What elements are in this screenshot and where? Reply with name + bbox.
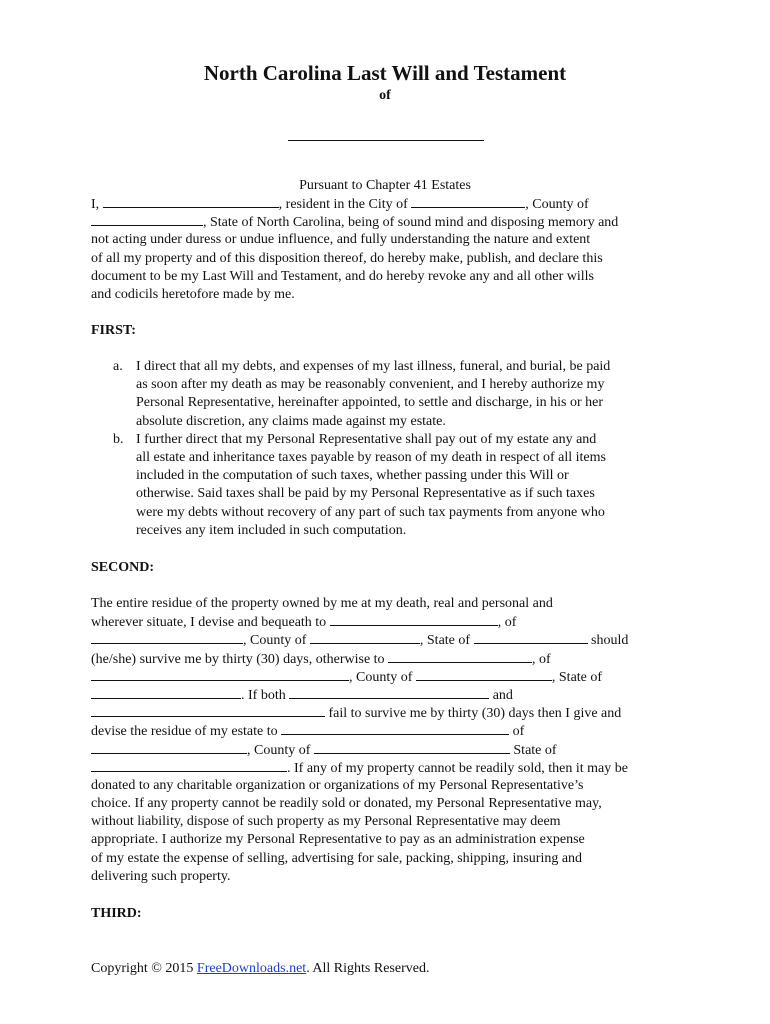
second-paragraph [91, 595, 691, 886]
second-line: delivering such property. [91, 868, 231, 884]
testator-name-blank[interactable] [288, 140, 484, 141]
section-heading-third: THIRD: [91, 906, 142, 921]
city-blank[interactable] [91, 668, 349, 681]
copyright-footer [91, 960, 429, 978]
list-item [91, 358, 691, 431]
list-marker: b. [113, 431, 124, 447]
list-item-line: receives any item included in such computation. [136, 522, 407, 538]
intro-line: document to be my Last Will and Testament, and do hereby revoke any and all other wills [91, 268, 594, 284]
list-item-line: absolute discretion, any claims made against my estate. [136, 413, 446, 429]
list-item-line: I further direct that my Personal Representative shall pay out of my estate any and [136, 431, 597, 447]
city-blank[interactable] [91, 741, 247, 754]
state-blank[interactable] [474, 631, 588, 644]
list-item-line: were my debts without recovery of any part of such tax payments from anyone who [136, 504, 605, 520]
document-of-label: of [379, 88, 391, 103]
state-blank[interactable] [91, 686, 241, 699]
list-item-line: as soon after my death as may be reasonably convenient, and I hereby authorize my [136, 377, 605, 393]
text-fragment: , of [497, 615, 517, 631]
text-fragment: , County of [349, 669, 416, 685]
text-fragment: . If both [241, 687, 290, 703]
beneficiary-blank[interactable] [289, 686, 489, 699]
text-fragment: fail to survive me by thirty (30) days then I give and [325, 706, 622, 722]
rights-text: . All Rights Reserved. [306, 961, 430, 976]
county-blank[interactable] [416, 668, 552, 681]
intro-line: of all my property and of this disposition thereof, do hereby make, publish, and declare this [91, 250, 603, 266]
beneficiary-blank[interactable] [330, 613, 498, 626]
intro-paragraph [91, 195, 691, 304]
list-item-line: included in the computation of such taxes, whether passing under this Will or [136, 468, 569, 484]
text-fragment: , State of [419, 633, 474, 649]
text-fragment: I, [91, 197, 103, 212]
second-line: The entire residue of the property owned by me at my death, real and personal and [91, 596, 553, 611]
second-line [91, 759, 691, 777]
text-fragment: should [587, 633, 629, 649]
freedownloads-link[interactable]: FreeDownloads.net [196, 961, 307, 976]
county-blank[interactable] [310, 631, 420, 644]
text-fragment: and [489, 687, 513, 703]
text-fragment: (he/she) survive me by thirty (30) days, otherwise to [91, 651, 389, 667]
section-heading-first: FIRST: [91, 323, 136, 338]
second-line [91, 613, 691, 631]
list-item-line: otherwise. Said taxes shall be paid by my Personal Representative as if such taxes [136, 486, 595, 502]
first-clause-list [91, 358, 691, 540]
text-fragment: , County of [525, 197, 589, 212]
text-fragment: , County of [247, 742, 314, 758]
list-item-line: I direct that all my debts, and expenses of my last illness, funeral, and burial, be paid [136, 359, 611, 374]
second-line [91, 650, 691, 668]
text-fragment: , State of North Carolina, being of sound mind and disposing memory and [203, 215, 619, 231]
second-line: choice. If any property cannot be readily sold or donated, my Personal Representative may, [91, 796, 602, 812]
text-fragment: , of [532, 651, 551, 667]
state-blank[interactable] [91, 759, 287, 772]
second-line [91, 631, 691, 649]
text-fragment: wherever situate, I devise and bequeath to [91, 615, 330, 631]
list-item-line: Personal Representative, hereinafter appointed, to settle and discharge, in his or her [136, 395, 604, 411]
second-line: without liability, dispose of such property as my Personal Representative may deem [91, 814, 561, 830]
city-blank[interactable] [91, 631, 243, 644]
list-item [91, 431, 691, 540]
second-line: donated to any charitable organization or organizations of my Personal Representative’s [91, 777, 584, 793]
section-heading-second: SECOND: [91, 560, 155, 575]
alternate-beneficiary-blank[interactable] [91, 704, 325, 717]
intro-line [91, 195, 691, 213]
text-fragment: , resident in the City of [278, 197, 412, 212]
residuary-beneficiary-blank[interactable] [281, 722, 509, 735]
second-line [91, 686, 691, 704]
intro-line: not acting under duress or undue influence, and fully understanding the nature and extent [91, 232, 591, 248]
copyright-text: Copyright © 2015 [91, 961, 197, 976]
second-line [91, 741, 691, 759]
second-line: of my estate the expense of selling, advertising for sale, packing, shipping, insuring and [91, 850, 583, 866]
pursuant-statute: Pursuant to Chapter 41 Estates [299, 178, 471, 193]
name-blank[interactable] [103, 195, 279, 208]
intro-line: and codicils heretofore made by me. [91, 286, 295, 302]
list-item-line: all estate and inheritance taxes payable by reason of my death in respect of all items [136, 449, 606, 465]
second-line [91, 722, 691, 740]
city-blank[interactable] [411, 195, 525, 208]
second-line [91, 668, 691, 686]
county-blank[interactable] [314, 741, 510, 754]
text-fragment: , County of [243, 633, 310, 649]
second-line [91, 704, 691, 722]
text-fragment: State of [509, 742, 557, 758]
second-line: appropriate. I authorize my Personal Representative to pay as an administration expense [91, 832, 585, 848]
list-marker: a. [113, 359, 123, 374]
document-title: North Carolina Last Will and Testament [203, 61, 567, 85]
text-fragment: of [509, 724, 525, 740]
text-fragment: devise the residue of my estate to [91, 724, 282, 740]
text-fragment: , State of [551, 669, 603, 685]
county-blank[interactable] [91, 213, 203, 226]
intro-line [91, 213, 691, 231]
text-fragment: . If any of my property cannot be readily sold, then it may be [287, 760, 628, 776]
alternate-beneficiary-blank[interactable] [388, 650, 532, 663]
